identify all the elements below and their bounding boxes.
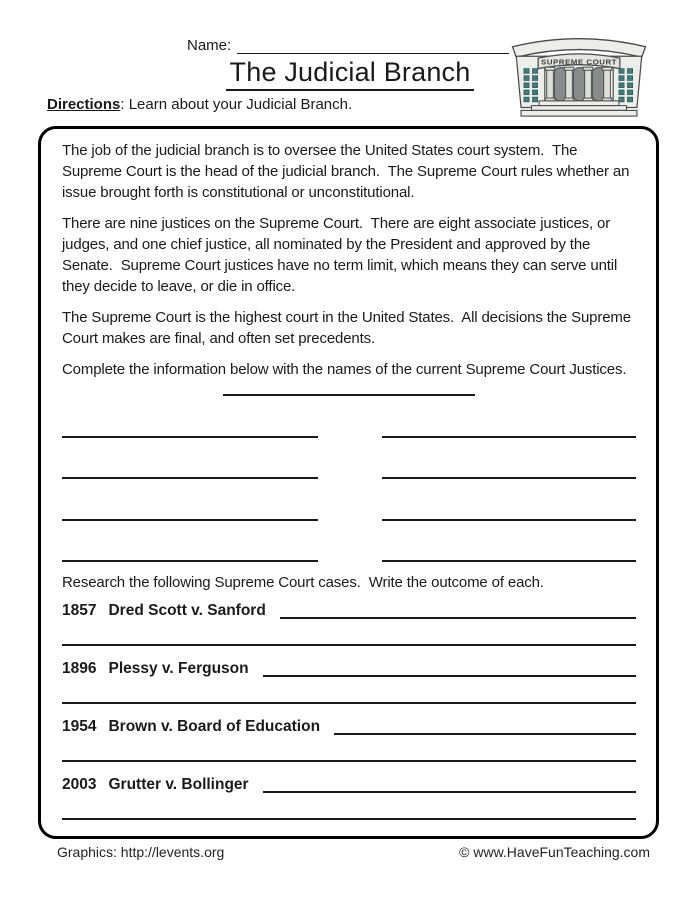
justice-blank-line-3[interactable] — [62, 479, 318, 521]
case-row-dred-scott — [62, 601, 636, 646]
justice-blank-line-4[interactable] — [62, 521, 318, 563]
justice-blank-line-2[interactable] — [62, 438, 318, 480]
case-answer-line-2[interactable] — [62, 760, 636, 762]
name-label: Name: — [187, 37, 232, 54]
justice-blank-line-7[interactable] — [382, 479, 636, 521]
case-year: 2003 — [62, 776, 97, 793]
name-blank-line[interactable] — [237, 38, 509, 54]
paragraph-nine-justices: There are nine justices on the Supreme Court. There are eight associate justices, or judges, and one chief justice, all nominated by the President and approved by the Senate. Supreme Court justices have no term limit, which means they can serve until they decide to leave, or die in office. — [62, 215, 622, 295]
research-prompt: Research the following Supreme Court cases. Write the outcome of each. — [62, 574, 544, 591]
case-row-plessy — [62, 659, 636, 704]
case-answer-line[interactable] — [280, 617, 636, 619]
directions-text: : Learn about your Judicial Branch. — [120, 96, 353, 113]
case-answer-line-2[interactable] — [62, 818, 636, 820]
footer-graphics-credit: Graphics: http://levents.org — [57, 844, 225, 860]
case-answer-line[interactable] — [263, 675, 636, 677]
case-name: Dred Scott v. Sanford — [108, 602, 266, 619]
building-caption: SUPREME COURT — [541, 57, 617, 67]
directions — [47, 96, 352, 113]
case-year: 1896 — [62, 660, 97, 677]
case-answer-line-2[interactable] — [62, 644, 636, 646]
name-row — [187, 37, 509, 54]
case-year: 1954 — [62, 718, 97, 735]
justice-blank-line-8[interactable] — [382, 521, 636, 563]
footer — [57, 844, 650, 860]
case-row-brown — [62, 717, 636, 762]
justice-column-right — [382, 396, 636, 562]
paragraph-highest-court: The Supreme Court is the highest court in the United States. All decisions the Supreme Court makes are final, and often set precedents. — [62, 309, 635, 347]
case-name: Brown v. Board of Education — [108, 718, 321, 735]
case-label-line — [62, 659, 636, 679]
directions-label: Directions — [47, 96, 121, 113]
case-answer-line[interactable] — [334, 733, 636, 735]
case-answer-line-2[interactable] — [62, 702, 636, 704]
case-label-line — [62, 601, 636, 621]
justice-blank-line-5[interactable] — [382, 396, 636, 438]
case-label-line — [62, 717, 636, 737]
justice-blank-line-6[interactable] — [382, 438, 636, 480]
footer-copyright: © www.HaveFunTeaching.com — [459, 844, 650, 860]
case-year: 1857 — [62, 602, 97, 619]
page-title: The Judicial Branch — [226, 57, 475, 91]
case-row-grutter — [62, 775, 636, 820]
justice-blank-grid — [62, 396, 636, 562]
supreme-court-building-icon — [503, 18, 655, 123]
paragraph-judicial-branch-job: The job of the judicial branch is to oversee the United States court system. The Supreme Court is the head of the judicial branch. The Supreme Court rules whether an issue brought forth is constitutional or unconstitutional. — [62, 142, 634, 201]
paragraph-complete-info: Complete the information below with the names of the current Supreme Court Justices. — [62, 361, 627, 378]
case-name: Plessy v. Ferguson — [108, 660, 249, 677]
justice-blank-line-1[interactable] — [62, 396, 318, 438]
justice-column-left — [62, 396, 318, 562]
case-label-line — [62, 775, 636, 795]
case-answer-line[interactable] — [263, 791, 636, 793]
case-name: Grutter v. Bollinger — [108, 776, 249, 793]
info-box — [38, 126, 659, 839]
